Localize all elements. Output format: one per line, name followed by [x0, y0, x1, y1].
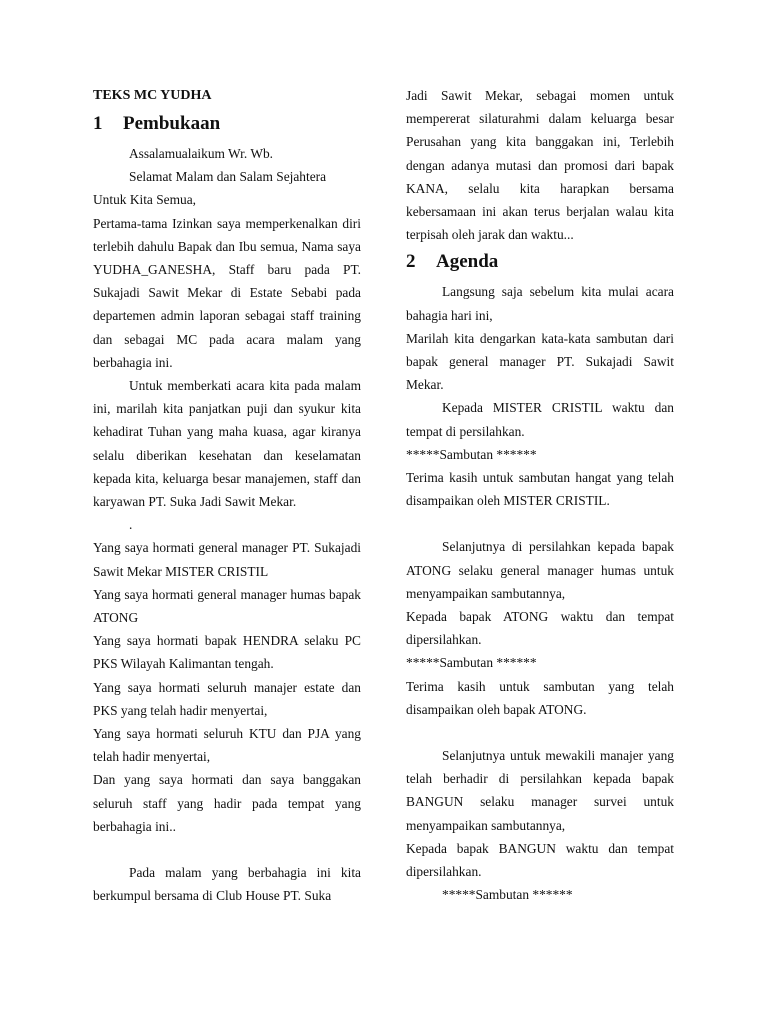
paragraph: Langsung saja sebelum kita mulai acara bahagia hari ini,	[406, 284, 674, 323]
paragraph: Assalamualaikum Wr. Wb.	[129, 146, 274, 161]
paragraph: Untuk Kita Semua,	[93, 192, 197, 208]
paragraph: Marilah kita dengarkan kata-kata sambutan dari bapak general manager PT. Sukajadi Sawit Mekar.	[406, 330, 674, 393]
paragraph: Selanjutnya di persilahkan kepada bapak ATONG selaku general manager humas untuk menyampaikan sambutannya,	[406, 539, 674, 601]
spacer	[406, 721, 674, 744]
paragraph: *****Sambutan ******	[442, 887, 573, 903]
paragraph: Kepada bapak ATONG waktu dan tempat dipersilahkan.	[406, 609, 674, 648]
paragraph: Yang saya hormati general manager PT. Sukajadi Sawit Mekar MISTER CRISTIL	[93, 540, 361, 579]
right-column	[406, 84, 674, 907]
paragraph: Dan yang saya hormati dan saya banggakan seluruh staff yang hadir pada tempat yang berbahagia ini..	[93, 772, 361, 834]
spacer	[93, 838, 361, 861]
paragraph: Yang saya hormati bapak HENDRA selaku PC PKS Wilayah Kalimantan tengah.	[93, 633, 361, 672]
paragraph: .	[129, 517, 133, 533]
section-heading-agenda	[406, 248, 674, 276]
section-number: 1	[93, 113, 103, 134]
section-title: Pembukaan	[123, 113, 221, 134]
paragraph: Kepada MISTER CRISTIL waktu dan tempat di persilahkan.	[406, 400, 674, 439]
paragraph: *****Sambutan ******	[406, 446, 537, 462]
paragraph: Kepada bapak BANGUN waktu dan tempat dipersilahkan.	[406, 840, 674, 880]
spacer	[406, 512, 674, 535]
paragraph: Terima kasih untuk sambutan yang telah disampaikan oleh bapak ATONG.	[406, 678, 674, 717]
section-title: Agenda	[436, 251, 499, 273]
paragraph: Pertama-tama Izinkan saya memperkenalkan diri terlebih dahulu Bapak dan Ibu semua, Nama saya YUDHA_GANESHA, Staff baru pada PT. Sukajadi Sawit Mekar di Estate Sebabi pada departemen admin laporan sebagai staff training dan sebagai MC pada acara malam yang berbahagia ini.	[93, 215, 361, 370]
paragraph: Yang saya hormati general manager humas bapak ATONG	[93, 586, 361, 626]
paragraph: Pada malam yang berbahagia ini kita berkumpul bersama di Club House PT. Suka	[93, 865, 361, 904]
paragraph: Jadi Sawit Mekar, sebagai momen untuk mempererat silaturahmi dalam keluarga besar Perusahan yang kita banggakan ini, Terlebih dengan adanya mutasi dan promosi dari bapak KANA, selalu kita harapkan bersama kebersamaan ini akan terus berjalan walau kita terpisah oleh jarak dan waktu...	[406, 88, 674, 243]
paragraph: Yang saya hormati seluruh manajer estate dan PKS yang telah hadir menyertai,	[93, 679, 361, 718]
paragraph: Terima kasih untuk sambutan hangat yang telah disampaikan oleh MISTER CRISTIL.	[406, 470, 674, 509]
paragraph: Selanjutnya untuk mewakili manajer yang telah berhadir di persilahkan kepada bapak BANGUN selaku manager survei untuk menyampaikan sambutannya,	[406, 748, 674, 833]
document-title: TEKS MC YUDHA	[93, 88, 212, 103]
section-number: 2	[406, 251, 416, 273]
left-column	[93, 84, 361, 908]
section-heading-pembukaan	[93, 110, 361, 138]
paragraph: Selamat Malam dan Salam Sejahtera	[129, 169, 327, 185]
paragraph: Untuk memberkati acara kita pada malam ini, marilah kita panjatkan puji dan syukur kita kehadirat Tuhan yang maha kuasa, agar kiranya selalu diberikan kesehatan dan keselamatan kepada kita, keluarga besar manajemen, staff dan karyawan PT. Suka Jadi Sawit Mekar.	[93, 378, 361, 510]
paragraph: *****Sambutan ******	[406, 655, 537, 671]
paragraph: Yang saya hormati seluruh KTU dan PJA yang telah hadir menyertai,	[93, 726, 361, 765]
